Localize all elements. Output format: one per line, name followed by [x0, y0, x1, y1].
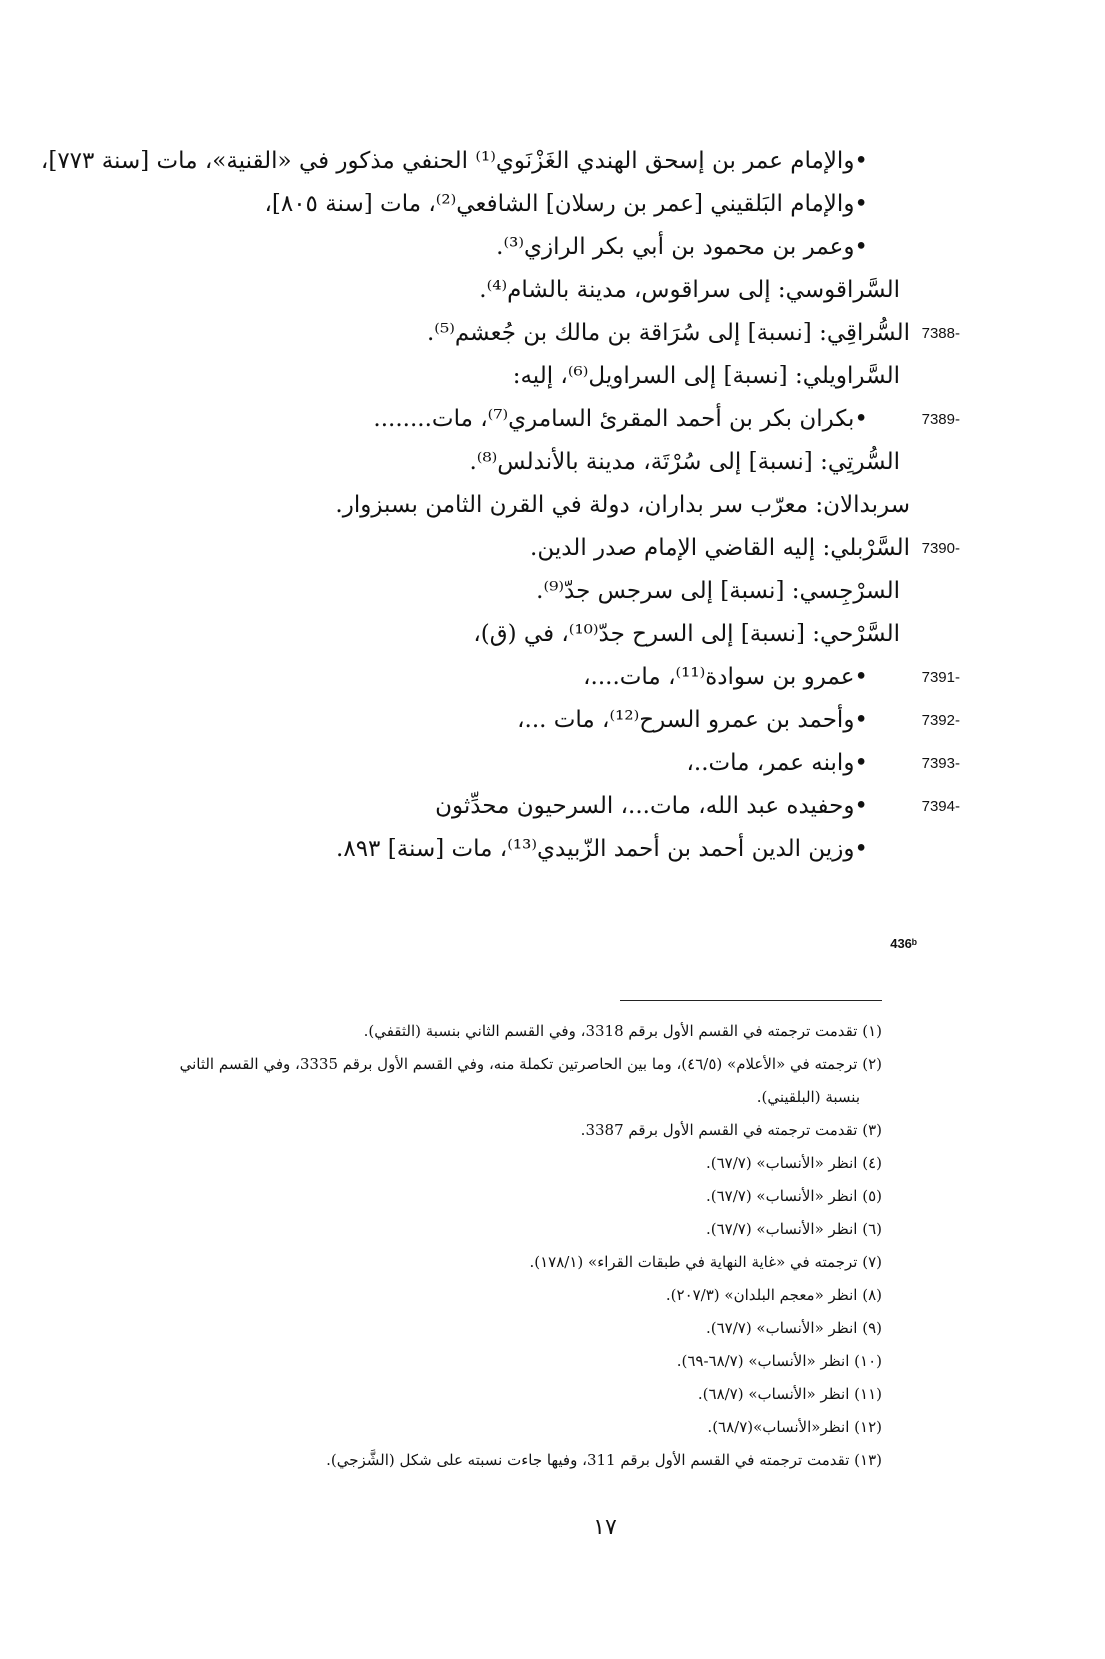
entry-number: 7394- [921, 798, 960, 815]
entry-text: •وزين الدين أحمد بن أحمد الزّبيدي⁽¹³⁾، مات [سنة] ٨٩٣. [336, 836, 868, 862]
entry-text: السُّراقِي: [نسبة] إلى سُرَاقة بن مالك بن جُعشم⁽⁵⁾. [426, 320, 910, 346]
footnote: (١٢) انظر«الأنساب»(٦٨/٧). [707, 1418, 882, 1436]
entry-text: •وحفيده عبد الله، مات...، السرحيون محدِّثون [435, 793, 868, 819]
entry-number: 7391- [921, 669, 960, 686]
entry-line [130, 527, 960, 570]
entry-number: 7389- [921, 411, 960, 428]
entry-text: •والإمام البَلقيني [عمر بن رسلان] الشافعي⁽²⁾، مات [سنة ٨٠٥]، [264, 191, 868, 217]
main-text [40, 140, 960, 871]
footnote: (١) تقدمت ترجمته في القسم الأول برقم 3318، وفي القسم الثاني بنسبة (الثقفي). [363, 1022, 882, 1040]
footnote: (٤) انظر «الأنساب» (٦٧/٧). [705, 1154, 882, 1172]
entry-line [130, 355, 960, 398]
entry-line [130, 226, 960, 269]
footnote: (١٣) تقدمت ترجمته في القسم الأول برقم 311، وفيها جاءت نسبته على شكل (الشَّزجي). [326, 1451, 882, 1469]
entry-line [130, 570, 960, 613]
entry-line [130, 269, 960, 312]
entry-line [40, 140, 960, 183]
footnote-divider [620, 1000, 882, 1001]
entry-line [130, 656, 960, 699]
footnote: (١١) انظر «الأنساب» (٦٨/٧). [697, 1385, 882, 1403]
footnote: بنسبة (البلقيني). [756, 1088, 860, 1106]
footnote: (٣) تقدمت ترجمته في القسم الأول برقم 3387. [580, 1121, 882, 1139]
footnote: (٩) انظر «الأنساب» (٦٧/٧). [705, 1319, 882, 1337]
footnote: (٥) انظر «الأنساب» (٦٧/٧). [705, 1187, 882, 1205]
entry-line [130, 312, 960, 355]
entry-text: سربدالان: معرّب سر بداران، دولة في القرن الثامن بسبزوار. [335, 492, 910, 518]
entry-text: السَّرْحي: [نسبة] إلى السرح جدّ⁽¹⁰⁾، في (ق)، [473, 621, 900, 647]
entry-text: •بكران بكر بن أحمد المقرئ السامري⁽⁷⁾، مات........ [373, 406, 868, 432]
entry-text: •وعمر بن محمود بن أبي بكر الرازي⁽³⁾. [496, 234, 868, 260]
entry-text: •عمرو بن سوادة⁽¹¹⁾، مات....، [583, 664, 868, 690]
entry-text: السرْجِسي: [نسبة] إلى سرجس جدّ⁽⁹⁾. [536, 578, 900, 604]
entry-line [130, 441, 960, 484]
entry-line [130, 613, 960, 656]
entry-number: 7390- [921, 540, 960, 557]
entry-line [130, 398, 960, 441]
entry-number: 7393- [921, 755, 960, 772]
entry-line [130, 484, 960, 527]
footnote: (٢) ترجمته في «الأعلام» (٤٦/٥)، وما بين الحاصرتين تكملة منه، وفي القسم الأول برقم 3335، وفي القسم الثاني [179, 1055, 882, 1073]
entry-number: 7392- [921, 712, 960, 729]
entry-text: •وأحمد بن عمرو السرح⁽¹²⁾، مات ...، [517, 707, 868, 733]
entry-line [130, 828, 960, 871]
page-number: ١٧ [593, 1515, 617, 1540]
entry-text: •والإمام عمر بن إسحق الهندي الغَزْنَوي⁽¹⁾ الحنفي مذكور في «القنية»، مات [سنة ٧٧٣]، [40, 148, 868, 174]
entry-text: •وابنه عمر، مات..، [686, 750, 868, 776]
entry-text: السُّرتِي: [نسبة] إلى سُرْتَة، مدينة بالأندلس⁽⁸⁾. [469, 449, 900, 475]
margin-reference: 436ᵇ [890, 936, 917, 951]
entry-text: السَّرْبلي: إليه القاضي الإمام صدر الدين. [530, 535, 910, 561]
entry-line [130, 699, 960, 742]
footnote: (٧) ترجمته في «غاية النهاية في طبقات القراء» (١٧٨/١). [529, 1253, 882, 1271]
footnote: (٦) انظر «الأنساب» (٦٧/٧). [705, 1220, 882, 1238]
entry-line [130, 785, 960, 828]
entry-text: السَّراقوسي: إلى سراقوس، مدينة بالشام⁽⁴⁾. [479, 277, 900, 303]
entry-text: السَّراويلي: [نسبة] إلى السراويل⁽⁶⁾، إليه: [512, 363, 900, 389]
entry-line [130, 183, 960, 226]
entry-number: 7388- [921, 325, 960, 342]
footnotes [57, 1015, 882, 1477]
footnote: (١٠) انظر «الأنساب» (٦٨/٧-٦٩). [676, 1352, 882, 1370]
entry-line [130, 742, 960, 785]
footnote: (٨) انظر «معجم البلدان» (٢٠٧/٣). [665, 1286, 882, 1304]
